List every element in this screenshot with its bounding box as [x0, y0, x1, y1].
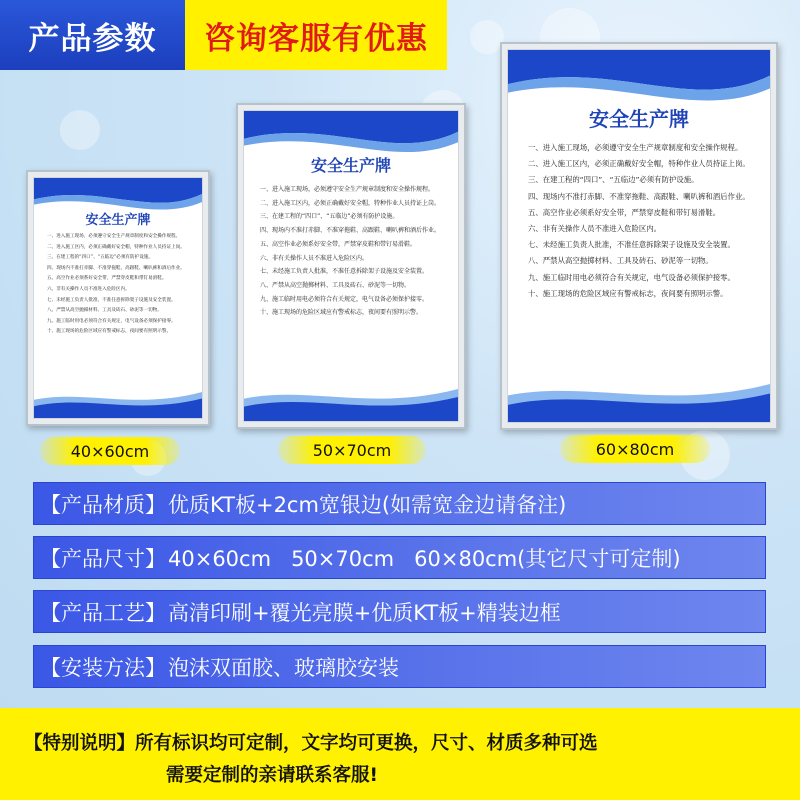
- board-bottom-wave: [508, 384, 770, 422]
- rule-item: 七、未经施工负责人批准，不准任意拆除架子设施及安全装置。: [528, 240, 735, 250]
- rule-item: 二、进入施工区内，必须正确戴好安全帽，特种作业人员持证上岗。: [47, 244, 185, 250]
- feature-craft: [33, 590, 766, 633]
- rule-item: 九、施工临时用电必须符合有关规定，电气设备必须保护接零。: [528, 272, 735, 282]
- feature-label: 【安装方法】: [40, 655, 166, 680]
- board-rules: [47, 232, 192, 338]
- feature-value: 泡沫双面胶、玻璃胶安装: [168, 655, 399, 680]
- bokeh-dot: [470, 20, 504, 54]
- sign-board-face: [507, 49, 771, 423]
- rule-item: 十、施工现场的危险区域应有警戒标志，夜间要有照明示警。: [47, 329, 172, 335]
- feature-material: [33, 482, 766, 525]
- rule-item: 三、在建工程的“四口”、“五临边”必须有防护设施。: [260, 213, 399, 221]
- rule-item: 九、施工临时用电必须符合有关规定，电气设备必须保护接零。: [260, 295, 429, 303]
- feature-value: 高清印刷+覆光亮膜+优质KT板+精装边框: [168, 600, 561, 625]
- rule-item: 十、施工现场的危险区域应有警戒标志，夜间要有照明示警。: [528, 288, 728, 298]
- rule-item: 三、在建工程的“四口”、“五临边”必须有防护设施。: [47, 255, 153, 261]
- feature-label: 【产品尺寸】: [40, 546, 166, 571]
- feature-value: 优质KT板+2cm宽银边(如需宽金边请备注): [168, 492, 567, 517]
- feature-install: [33, 645, 766, 688]
- feature-label: 【产品材质】: [40, 492, 166, 517]
- feature-value: 40×60cm 50×70cm 60×80cm(其它尺寸可定制): [168, 546, 681, 571]
- size-label-medium: 50×70cm: [278, 436, 426, 464]
- rule-item: 四、现场内不准打赤脚、不准穿拖鞋、高跟鞋、喇叭裤和酒后作业。: [528, 191, 750, 201]
- rule-item: 六、非有关操作人员不准进入危险区内。: [528, 224, 662, 234]
- rule-item: 五、高空作业必须系好安全带，严禁穿皮鞋和带钉易滑鞋。: [260, 240, 417, 248]
- size-label-large: 60×80cm: [560, 435, 710, 463]
- rule-item: 五、高空作业必须系好安全带，严禁穿皮鞋和带钉易滑鞋。: [47, 276, 167, 282]
- rule-item: 七、未经施工负责人批准，不准任意拆除架子设施及安全装置。: [47, 297, 176, 303]
- sign-board-small: [26, 170, 210, 426]
- rule-item: 四、现场内不准打赤脚、不准穿拖鞋、高跟鞋、喇叭裤和酒后作业。: [260, 227, 441, 235]
- rule-item: 六、非有关操作人员不准进入危险区内。: [260, 254, 369, 262]
- rule-item: 三、在建工程的“四口”、“五临边”必须有防护设施。: [528, 175, 699, 185]
- rule-item: 八、严禁从高空抛掷材料、工具及砖石、砂泥等一切物。: [528, 256, 713, 266]
- tab-consult-discount[interactable]: 咨询客服有优惠: [185, 0, 447, 70]
- rule-item: 四、现场内不准打赤脚、不准穿拖鞋、高跟鞋、喇叭裤和酒后作业。: [47, 265, 185, 271]
- rule-item: 一、进入施工现场，必须遵守安全生产规章制度和安全操作规程。: [47, 234, 181, 239]
- rule-item: 十、施工现场的危险区域应有警戒标志，夜间要有照明示警。: [260, 309, 423, 317]
- feature-size: [33, 536, 766, 579]
- board-rules: [260, 183, 445, 320]
- tab-product-params[interactable]: 产品参数: [0, 0, 185, 70]
- board-title: 安全生产牌: [310, 156, 391, 175]
- special-notice-line2: 需要定制的亲请联系客服!: [166, 765, 378, 786]
- board-title: 安全生产牌: [589, 107, 689, 131]
- rule-item: 七、未经施工负责人批准，不准任意拆除架子设施及安全装置。: [260, 268, 429, 276]
- rule-item: 二、进入施工区内，必须正确戴好安全帽，特种作业人员持证上岗。: [528, 159, 750, 169]
- sign-board-medium: [236, 103, 466, 429]
- rule-item: 五、高空作业必须系好安全带，严禁穿皮鞋和带钉易滑鞋。: [528, 207, 721, 217]
- feature-label: 【产品工艺】: [40, 600, 166, 625]
- board-rules: [528, 140, 754, 302]
- special-notice-line1: 【特别说明】所有标识均可定制，文字均可更换，尺寸、材质多种可选: [24, 733, 598, 754]
- rule-item: 八、严禁从高空抛掷材料、工具及砖石、砂泥等一切物。: [47, 308, 162, 314]
- board-title: 安全生产牌: [85, 213, 151, 228]
- rule-item: 二、进入施工区内，必须正确戴好安全帽，特种作业人员持证上岗。: [260, 199, 441, 207]
- rule-item: 九、施工临时用电必须符合有关规定，电气设备必须保护接零。: [47, 318, 176, 324]
- rule-item: 六、非有关操作人员不准进入危险区内。: [47, 286, 130, 292]
- sign-board-face: [33, 177, 203, 419]
- bokeh-dot: [60, 110, 100, 150]
- rule-item: 一、进入施工现场，必须遵守安全生产规章制度和安全操作规程。: [528, 143, 743, 152]
- board-bottom-wave: [244, 389, 458, 421]
- sign-board-large: [500, 42, 778, 430]
- sign-board-face: [243, 110, 459, 422]
- rule-item: 八、严禁从高空抛掷材料、工具及砖石、砂泥等一切物。: [260, 281, 411, 289]
- board-bottom-wave: [34, 392, 202, 418]
- rule-item: 一、进入施工现场，必须遵守安全生产规章制度和安全操作规程。: [260, 186, 435, 193]
- size-label-small: 40×60cm: [40, 437, 180, 465]
